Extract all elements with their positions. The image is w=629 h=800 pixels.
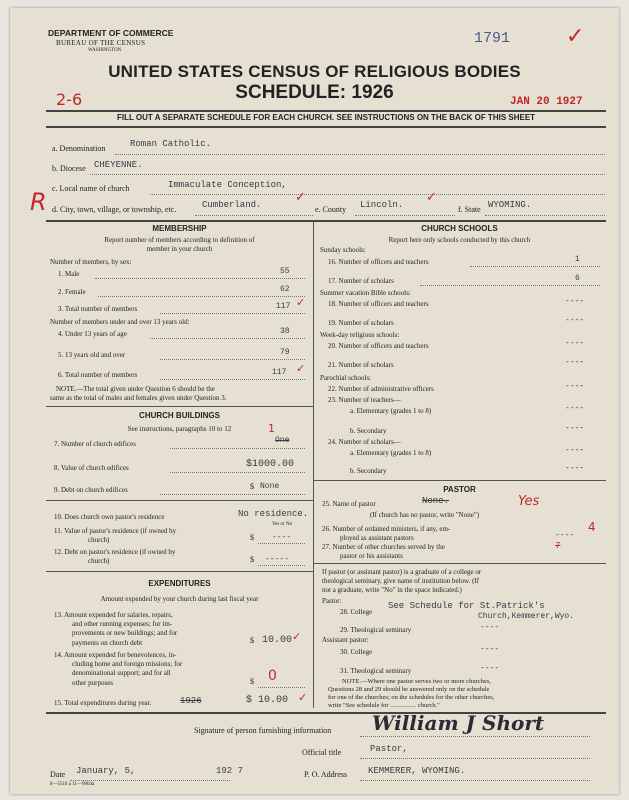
fill-line: [420, 285, 600, 286]
date-label: Date: [50, 770, 66, 779]
date-value: January, 5,: [76, 766, 136, 776]
q4-value: 38: [280, 327, 290, 336]
q20-label: 20. Number of officers and teachers: [328, 342, 429, 350]
q2-label: 2. Female: [58, 288, 86, 296]
fill-line: [150, 338, 305, 339]
check-mark-icon: ✓: [296, 362, 306, 375]
q24a-label: a. Elementary (grades 1 to 8): [350, 449, 432, 457]
q10-value: No residence.: [238, 509, 309, 519]
q25-value: None.: [422, 496, 450, 506]
divider: [313, 480, 606, 481]
divider: [46, 110, 606, 112]
official-title-value: Pastor,: [370, 744, 408, 754]
q13-label: payments on church debt: [72, 639, 143, 647]
divider: [46, 406, 313, 407]
q6-value: 117: [272, 368, 287, 377]
pastor-instructions: If pastor (or assistant pastor) is a graduate of a college or: [322, 568, 482, 576]
membership-intro: Report number of members according to definition of: [104, 236, 255, 244]
membership-note: same as the total of males and females given under Question 3.: [50, 394, 227, 402]
handwritten-mark: Yes: [518, 494, 540, 509]
q13-value: 10.00: [262, 635, 293, 646]
q28-value-line2: Church,Kemmerer,Wyo.: [478, 612, 575, 621]
q2-value: 62: [280, 285, 290, 294]
q12-value: -----: [265, 555, 290, 564]
q14-label: other purposes: [72, 679, 114, 687]
q25-note: (If church has no pastor, write "None"): [370, 511, 480, 519]
church-name-label: c. Local name of church: [52, 184, 130, 193]
city-label: d. City, town, village, or township, etc.: [52, 205, 177, 214]
fill-line: [485, 215, 605, 216]
q23-label: 23. Number of teachers—: [328, 396, 401, 404]
handwritten-mark: 4: [588, 520, 596, 534]
q24a-value: ----: [565, 446, 585, 455]
fill-line: [360, 736, 590, 737]
q31-label: 31. Theological seminary: [340, 667, 412, 675]
fill-line: [160, 379, 305, 380]
department-label: DEPARTMENT OF COMMERCE: [48, 28, 174, 38]
q16-value: 1: [575, 255, 580, 264]
q4-label: 4. Under 13 years of age: [58, 330, 127, 338]
divider: [46, 571, 313, 572]
q18-label: 18. Number of officers and teachers: [328, 300, 429, 308]
denomination-label: a. Denomination: [52, 144, 106, 153]
q9-value: None: [260, 482, 280, 491]
q13-label: 13. Amount expended for salaries, repairs,: [54, 611, 173, 619]
received-date-stamp: JAN 20 1927: [510, 96, 583, 108]
schools-title: CHURCH SCHOOLS: [421, 224, 498, 233]
divider: [46, 126, 606, 128]
membership-title: MEMBERSHIP: [152, 224, 207, 233]
form-title: UNITED STATES CENSUS OF RELIGIOUS BODIES: [108, 62, 521, 81]
instruction-line: FILL OUT A SEPARATE SCHEDULE FOR EACH CHURCH. SEE INSTRUCTIONS ON THE BACK OF THIS SHEET: [116, 113, 536, 122]
schedule-number: 1791: [474, 30, 511, 47]
handwritten-code: 2-6: [56, 90, 83, 109]
expenditures-subtitle: Amount expended by your church during last fiscal year: [100, 595, 259, 603]
pastor-instructions: theological seminary, give name of institution below. (If: [322, 577, 480, 585]
dollar-sign: $: [250, 555, 254, 564]
schools-intro: Report here only schools conducted by this church: [388, 236, 531, 244]
q3-value: 117: [276, 302, 291, 311]
q24-label: 24. Number of scholars—: [328, 438, 401, 446]
q27-value: 7: [555, 541, 561, 551]
buildings-title: CHURCH BUILDINGS: [139, 411, 220, 420]
q23b-label: b. Secondary: [350, 427, 387, 435]
county-label: e. County: [315, 205, 347, 214]
check-mark-icon: ✓: [296, 296, 306, 309]
handwritten-r-mark: R: [30, 188, 47, 216]
q28-value: See Schedule for St.Patrick's: [388, 601, 545, 611]
fill-line: [360, 758, 590, 759]
form-subtitle: SCHEDULE: 1926: [235, 82, 394, 103]
fill-line: [115, 154, 605, 155]
q25-label: 25. Name of pastor: [322, 500, 376, 508]
q20-value: ----: [565, 339, 585, 348]
fill-line: [70, 780, 230, 781]
section-label: Parochial schools:: [320, 374, 372, 382]
fill-line: [160, 494, 305, 495]
q13-label: and other running expenses; for im-: [72, 620, 173, 628]
signature-label: Signature of person furnishing information: [194, 726, 332, 735]
yes-no-hint: Yes or No: [272, 522, 293, 527]
q26-label: 26. Number of ordained ministers, if any, em-: [322, 525, 451, 533]
q30-value: ----: [480, 645, 500, 654]
q14-value: 0: [268, 668, 277, 684]
pastor-instructions: not a graduate, write "No" in the space indicated.): [322, 586, 462, 594]
signature: William J Short: [372, 711, 545, 735]
city-label: WASHINGTON: [88, 48, 122, 53]
q14-label: 14. Amount expended for benevolences, in-: [54, 651, 177, 659]
q19-label: 19. Number of scholars: [328, 319, 394, 327]
q7-label: 7. Number of church edifices: [54, 440, 136, 448]
column-divider: [313, 220, 314, 708]
fill-line: [160, 359, 305, 360]
dollar-sign: $: [250, 636, 254, 645]
section-label: Summer vacation Bible schools:: [320, 289, 411, 297]
q26-label: ployed as assistant pastors: [340, 534, 414, 542]
q1-label: 1. Male: [58, 270, 80, 278]
q21-label: 21. Number of scholars: [328, 361, 394, 369]
fill-line: [360, 780, 590, 781]
fill-line: [98, 296, 305, 297]
q23a-label: a. Elementary (grades 1 to 8): [350, 407, 432, 415]
check-mark-icon: ✓: [298, 691, 308, 704]
membership-intro: member in your church: [146, 245, 213, 253]
fill-line: [355, 215, 455, 216]
q14-label: denominational support; and for all: [72, 669, 171, 677]
check-mark-icon: ✓: [295, 190, 306, 205]
q27-label: 27. Number of other churches served by the: [322, 543, 445, 551]
divider: [46, 500, 313, 501]
bureau-label: BUREAU OF THE CENSUS: [56, 39, 146, 47]
q24b-label: b. Secondary: [350, 467, 387, 475]
section-label: Number of members under and over 13 years old:: [50, 318, 190, 326]
pastor-note: NOTE.—Where one pastor serves two or more churches,: [342, 678, 491, 685]
official-title-label: Official title: [302, 748, 342, 757]
q17-label: 17. Number of scholars: [328, 277, 394, 285]
q11-label: church): [88, 536, 110, 544]
pastor-note: Questions 28 and 29 should be answered only on the schedule: [328, 686, 490, 693]
denomination-value: Roman Catholic.: [130, 139, 212, 149]
check-mark-icon: ✓: [426, 190, 437, 205]
struck-year: 1926: [180, 696, 202, 706]
pastor-note: write "See schedule for ................ church.": [328, 702, 440, 709]
q26-value: ----: [555, 531, 575, 540]
handwritten-mark: 1: [268, 422, 275, 435]
buildings-subtitle: See instructions, paragraphs 10 to 12: [127, 425, 232, 433]
q19-value: ----: [565, 316, 585, 325]
q8-value: $1000.00: [246, 459, 295, 470]
diocese-label: b. Diocese: [52, 164, 86, 173]
q3-label: 3. Total number of members: [58, 305, 138, 313]
diocese-value: CHEYENNE.: [94, 160, 143, 170]
q10-label: 10. Does church own pastor's residence: [54, 513, 165, 521]
q6-label: 6. Total number of members: [58, 371, 138, 379]
q24b-value: ----: [565, 464, 585, 473]
section-label: Assistant pastor:: [322, 636, 369, 644]
form-number: 8—5518 a 11—9064a: [50, 782, 95, 787]
pastor-title: PASTOR: [443, 485, 476, 494]
q7-value: One: [275, 436, 290, 445]
q23b-value: ----: [565, 424, 585, 433]
q13-label: provements or new buildings; and for: [72, 629, 178, 637]
dollar-sign: $: [250, 677, 254, 686]
q27-label: pastor or his assistants: [340, 552, 403, 560]
q15-value: $ 10.00: [246, 695, 289, 706]
dollar-sign: $: [250, 533, 254, 542]
check-mark-icon: ✓: [292, 630, 302, 643]
address-value: KEMMERER, WYOMING.: [368, 766, 466, 776]
city-value: Cumberland.: [202, 200, 262, 210]
q18-value: ----: [565, 297, 585, 306]
q31-value: ----: [480, 664, 500, 673]
q21-value: ----: [565, 358, 585, 367]
state-value: WYOMING.: [488, 200, 532, 210]
q28-label: 28. College: [340, 608, 373, 616]
section-label: Sunday schools:: [320, 246, 366, 254]
q16-label: 16. Number of officers and teachers: [328, 258, 429, 266]
q1-value: 55: [280, 267, 290, 276]
fill-line: [90, 174, 605, 175]
q15-label: 15. Total expenditures during year.: [54, 699, 152, 707]
q11-value: ----: [272, 533, 292, 542]
q29-value: ----: [480, 623, 500, 632]
section-label: Pastor:: [322, 597, 342, 605]
q8-label: 8. Value of church edifices: [54, 464, 129, 472]
church-name-value: Immaculate Conception,: [168, 180, 287, 190]
fill-line: [195, 215, 313, 216]
fill-line: [258, 543, 305, 544]
q14-label: cluding home and foreign missions; for: [72, 660, 183, 668]
membership-note: NOTE.—The total given under Question 6 should be the: [56, 385, 215, 393]
q5-value: 79: [280, 348, 290, 357]
q30-label: 30. College: [340, 648, 373, 656]
fill-line: [150, 194, 605, 195]
fill-line: [470, 266, 600, 267]
pastor-note: for one of the churches; on the schedules for the other churches,: [328, 694, 495, 701]
section-label: Week-day religious schools:: [320, 331, 400, 339]
q29-label: 29. Theological seminary: [340, 626, 412, 634]
fill-line: [95, 278, 305, 279]
expenditures-title: EXPENDITURES: [148, 579, 211, 588]
fill-line: [160, 313, 305, 314]
dollar-sign: $: [250, 482, 254, 491]
q11-label: 11. Value of pastor's residence (if owned by: [54, 527, 177, 535]
q22-label: 22. Number of administrative officers: [328, 385, 434, 393]
check-mark-icon: ✓: [566, 24, 585, 49]
census-schedule-page: [10, 8, 619, 794]
q12-label: church): [88, 557, 110, 565]
address-label: P. O. Address: [304, 770, 348, 779]
q17-value: 6: [575, 274, 580, 283]
section-label: Number of members, by sex:: [50, 258, 132, 266]
q22-value: ----: [565, 382, 585, 391]
date-year: 192 7: [216, 766, 244, 776]
q23a-value: ----: [565, 404, 585, 413]
fill-line: [170, 448, 305, 449]
divider: [313, 563, 606, 564]
county-value: Lincoln.: [360, 200, 404, 210]
divider: [46, 220, 606, 222]
fill-line: [170, 472, 305, 473]
fill-line: [258, 565, 305, 566]
q12-label: 12. Debt on pastor's residence (if owned by: [54, 548, 176, 556]
fill-line: [258, 687, 305, 688]
q9-label: 9. Debt on church edifices: [54, 486, 128, 494]
state-label: f. State: [458, 205, 481, 214]
q5-label: 5. 13 years old and over: [58, 351, 126, 359]
